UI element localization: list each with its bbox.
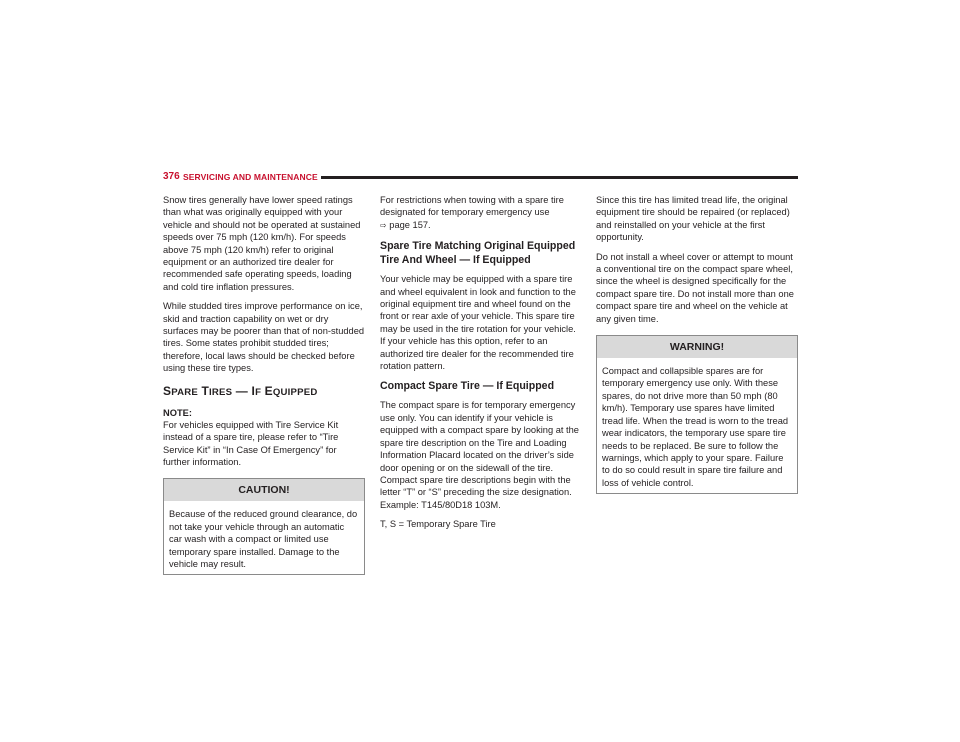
warning-box (596, 335, 798, 494)
paragraph-compact-spare: The compact spare is for temporary emergency use only. You can identify if your vehicle is equipped with a compact spare by looking at the spare tire description on the Tire and Loading Information Placard located on the driver’s side door opening or on the sidewall of the tire. Compact spare tire descriptions begin with the letter “T” or “S” preceding the size designation. Example: T145/80D18 103M. (380, 400, 579, 510)
warning-title: WARNING! (597, 336, 797, 358)
page-reference-arrow-icon: ⇨ (380, 220, 387, 230)
paragraph-wheel-cover: Do not install a wheel cover or attempt to mount a conventional tire on the compact spare wheel, since the wheel is designed specifically for the compact spare tire. Do not install more than one compact spare tire and wheel on the vehicle at any given time. (596, 251, 794, 324)
note-label: NOTE: (163, 407, 192, 418)
column-left (163, 194, 365, 575)
page-number: 376 (163, 171, 180, 182)
caution-title: CAUTION! (164, 479, 364, 501)
heading-compact-spare: Compact Spare Tire — If Equipped (380, 380, 555, 393)
paragraph-matching-spare: Your vehicle may be equipped with a spare tire and wheel equivalent in look and function to the original equipment tire and wheel found on the front or rear axle of your vehicle. This spare tire may be used in the tire rotation for your vehicle. If your vehicle has this option, refer to an authorized tire dealer for the recommended tire rotation pattern. (380, 274, 576, 372)
heading-spare-tires: SPARE TIRES — IF EQUIPPED (163, 383, 318, 398)
page-reference-link[interactable]: page 157. (386, 219, 431, 230)
section-title: SERVICING AND MAINTENANCE (183, 172, 318, 182)
warning-text: Compact and collapsible spares are for temporary emergency use only. With these spares, do not drive more than 50 mph (80 km/h). Temporary use spares have limited tread life. When the tread is worn to the tread wear indicators, the temporary use spare tire needs to be replaced. Be sure to follow the warnings, which apply to your spare. Failure to do so could result in spare tire failure and loss of vehicle control. (602, 366, 789, 488)
heading-matching-spare: Spare Tire Matching Original Equipped Tire And Wheel — If Equipped (380, 240, 576, 267)
paragraph-snow-tires: Snow tires generally have lower speed ratings than what was originally equipped with your vehicle and should not be operated at sustained speeds over 75 mph (120 km/h). For speeds above 75 mph (120 km/h) refer to original equipment or an authorized tire dealer for recommended safe operating speeds, loading and cold tire inflation pressures. (163, 195, 361, 292)
column-right (596, 194, 798, 494)
caution-text: Because of the reduced ground clearance, do not take your vehicle through an automatic car wash with a compact or limited use temporary spare installed. Damage to the vehicle may result. (169, 509, 358, 569)
header-rule (321, 176, 798, 179)
column-middle (380, 194, 582, 538)
paragraph-studded-tires: While studded tires improve performance on ice, skid and traction capability on wet or dry surfaces may be poorer than that of non-studded tires. Some states prohibit studded tires; therefore, local laws should be checked before using these tire types. (163, 301, 365, 374)
paragraph-temporary-spare: T, S = Temporary Spare Tire (380, 519, 496, 530)
page-header (163, 171, 798, 185)
paragraph-limited-tread: Since this tire has limited tread life, the original equipment tire should be repaired (or replaced) and reinstalled on your vehicle at the first opportunity. (596, 195, 790, 243)
caution-box (163, 478, 365, 575)
note-text: For vehicles equipped with Tire Service Kit instead of a spare tire, please refer to “Tire Service Kit” in “In Case Of Emergency” for further information. (163, 419, 339, 467)
paragraph-towing: For restrictions when towing with a spare tire designated for temporary emergency use ⇨ page 157. (380, 195, 564, 230)
